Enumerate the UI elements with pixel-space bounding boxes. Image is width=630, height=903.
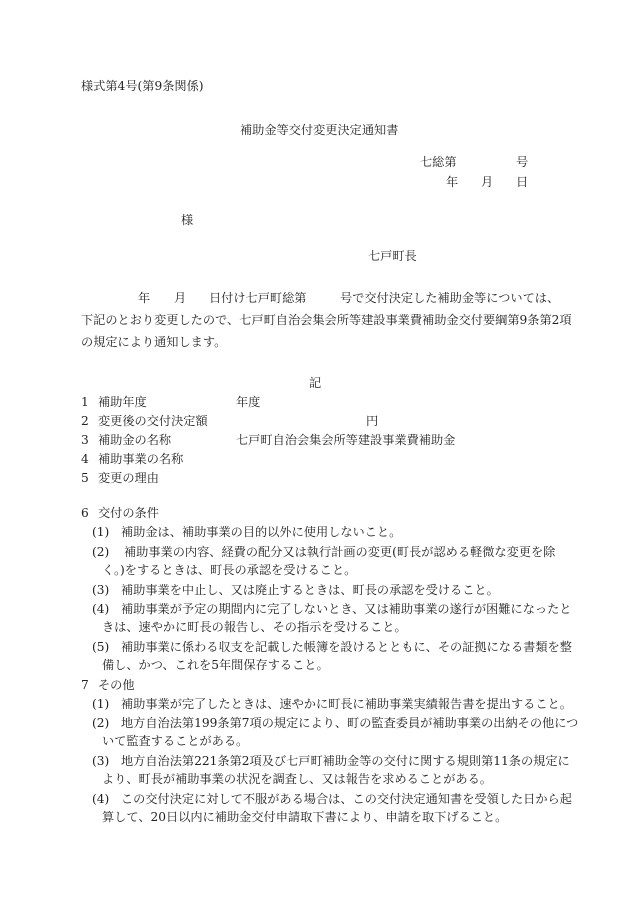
addressee-suffix: 様 (181, 213, 194, 227)
entry-line2: く。)をするときは、町長の承認を受けること。 (102, 563, 357, 577)
entry-line2: 備し、かつ、これを5年間保存すること。 (102, 658, 329, 672)
item-label: 補助金の名称 (98, 433, 172, 447)
form-label: 様式第4号(第9条関係) (81, 79, 204, 93)
entry-num: (3) (92, 583, 110, 597)
item-num: 2 (81, 414, 89, 428)
entry-line2: いて監査することがある。 (102, 734, 249, 748)
item-label: 補助年度 (98, 395, 147, 409)
entry-num: (3) (92, 754, 110, 768)
entry-num: (1) (92, 697, 110, 711)
item-value: 七戸町自治会集会所等建設事業費補助金 (236, 433, 456, 447)
entry-num: (2) (92, 716, 110, 730)
section-num: 7 (81, 678, 89, 692)
entry-line1: 補助事業を中止し、又は廃止するときは、町長の承認を受けること。 (121, 583, 499, 597)
lead-year: 年 (138, 291, 151, 305)
item-value: 円 (366, 414, 379, 428)
item-num: 1 (81, 395, 89, 409)
entry-num: (4) (92, 602, 110, 616)
section-heading: 交付の条件 (98, 506, 159, 520)
ki-mark: 記 (309, 376, 322, 390)
section-num: 6 (81, 506, 89, 520)
lead-text1: 号で交付決定した補助金等については、 (340, 291, 560, 305)
date-month: 月 (481, 175, 494, 189)
entry-line2: きは、速やかに町長の報告し、その指示を受けること。 (102, 620, 407, 634)
lead-line2: 下記のとおり変更したので、七戸町自治会集会所等建設事業費補助金交付要綱第9条第2項 (81, 313, 572, 327)
sender: 七戸町長 (368, 249, 417, 263)
doc-number-suffix: 号 (516, 155, 529, 169)
entry-num: (4) (92, 792, 110, 806)
item-label: 補助事業の名称 (98, 452, 184, 466)
entry-line1: 補助事業に係わる収支を記載した帳簿を設けるとともに、その証拠になる書類を整 (121, 640, 572, 654)
lead-day-ref: 日付け七戸町総第 (209, 291, 307, 305)
document-title: 補助金等交付変更決定通知書 (240, 123, 399, 137)
item-num: 5 (81, 471, 89, 485)
item-label: 変更後の交付決定額 (98, 414, 208, 428)
item-value: 年度 (236, 395, 261, 409)
entry-line1: この交付決定に対して不服がある場合は、この交付決定通知書を受領した日から起 (121, 792, 572, 806)
lead-month: 月 (174, 291, 187, 305)
section-heading: その他 (98, 678, 135, 692)
entry-line1: 地方自治法第199条第7項の規定により、町の監査委員が補助事業の出納その他につ (121, 716, 579, 730)
date-day: 日 (516, 175, 529, 189)
entry-num: (2) (92, 545, 110, 559)
entry-line2: より、町長が補助事業の状況を調査し、又は報告を求めることがある。 (102, 772, 492, 786)
lead-line3: の規定により通知します。 (81, 335, 227, 349)
entry-num: (1) (92, 525, 110, 539)
entry-line1: 地方自治法第221条第2項及び七戸町補助金等の交付に関する規則第11条の規定に (121, 754, 570, 768)
entry-line2: 算して、20日以内に補助金交付申請取下書により、申請を取下げること。 (102, 810, 508, 824)
item-num: 3 (81, 433, 89, 447)
entry-line1: 補助事業の内容、経費の配分又は執行計画の変更(町長が認める軽微な変更を除 (124, 545, 556, 559)
entry-line1: 補助事業が予定の期間内に完了しないとき、又は補助事業の遂行が困難になったと (121, 602, 572, 616)
entry-line1: 補助事業が完了したときは、速やかに町長に補助事業実績報告書を提出すること。 (121, 697, 572, 711)
doc-number-prefix: 七総第 (420, 155, 457, 169)
date-year: 年 (446, 175, 459, 189)
entry-num: (5) (92, 640, 110, 654)
item-num: 4 (81, 452, 89, 466)
item-label: 変更の理由 (98, 471, 159, 485)
entry-line1: 補助金は、補助事業の目的以外に使用しないこと。 (121, 525, 402, 539)
